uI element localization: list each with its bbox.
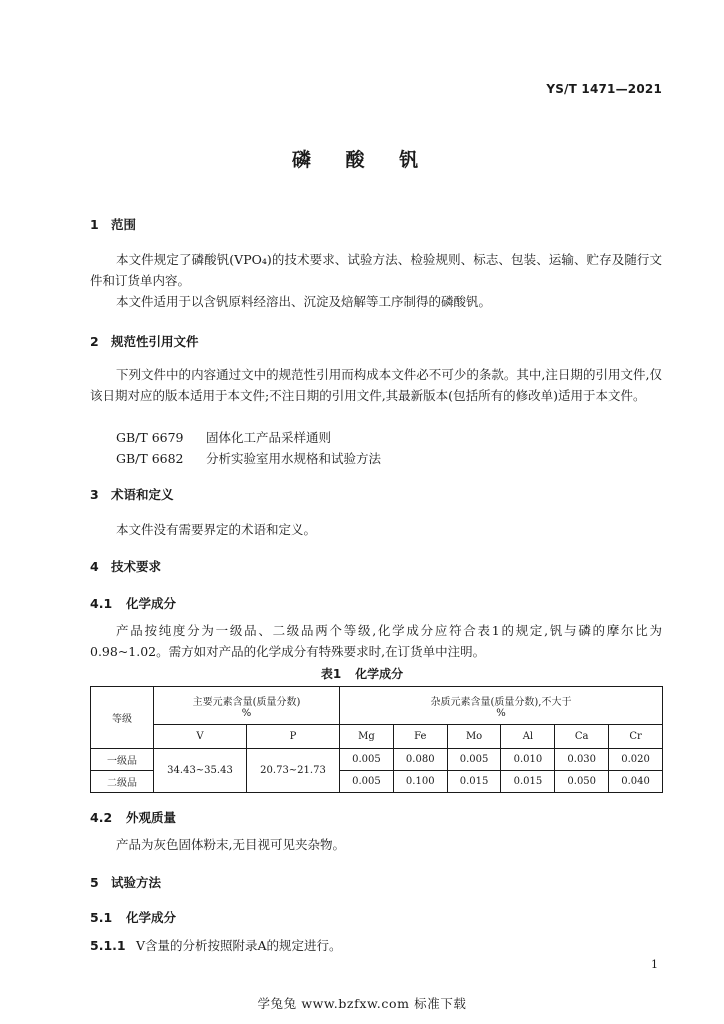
column-header-al: Al [501, 725, 555, 749]
section-title: 化学成分 [126, 910, 177, 925]
main-elements-label: 主要元素含量(质量分数) [192, 696, 301, 708]
section-number: 5.1.1 [90, 938, 126, 953]
impurity-elements-label: 杂质元素含量(质量分数),不大于 [430, 696, 572, 708]
section-4-heading [90, 557, 161, 575]
reference-item [116, 448, 381, 469]
p-range-cell: 20.73~21.73 [247, 749, 340, 793]
column-header-mg: Mg [340, 725, 394, 749]
cr-cell: 0.040 [609, 771, 663, 793]
clause-text: V含量的分析按照附录A的规定进行。 [136, 938, 342, 953]
table-caption-title: 化学成分 [355, 667, 404, 681]
section-2-heading [90, 332, 199, 350]
column-header-p: P [247, 725, 340, 749]
mg-cell: 0.005 [340, 749, 394, 771]
section-3-heading [90, 485, 174, 503]
section-number: 4.1 [90, 596, 113, 611]
chemical-composition-paragraph: 产品按纯度分为一级品、二级品两个等级,化学成分应符合表1的规定,钒与磷的摩尔比为0.98~1.02。需方如对产品的化学成分有特殊要求时,在订货单中注明。 [90, 623, 662, 659]
chemical-composition-table [90, 686, 663, 793]
mo-cell: 0.015 [447, 771, 501, 793]
table-caption-number: 表1 [320, 667, 342, 681]
footer-watermark: 学兔兔 www.bzfxw.com 标准下载 [257, 996, 467, 1011]
column-header-v: V [154, 725, 247, 749]
scope-paragraph-2: 本文件适用于以含钒原料经溶出、沉淀及焙解等工序制得的磷酸钒。 [116, 294, 492, 309]
fe-cell: 0.100 [393, 771, 447, 793]
section-title: 试验方法 [111, 875, 162, 890]
section-title: 范围 [111, 217, 137, 232]
grade-cell: 二级品 [91, 771, 154, 793]
reference-title: 固体化工产品采样通则 [206, 430, 332, 445]
section-title: 术语和定义 [111, 487, 174, 502]
standard-number: YS/T 1471—2021 [546, 82, 662, 96]
section-4-2-heading [90, 808, 176, 826]
terms-paragraph: 本文件没有需要界定的术语和定义。 [116, 522, 317, 537]
section-4-1-heading [90, 594, 176, 612]
ca-cell: 0.050 [555, 771, 609, 793]
column-header-mo: Mo [447, 725, 501, 749]
section-title: 规范性引用文件 [111, 334, 199, 349]
table-row [91, 749, 663, 771]
page-number: 1 [651, 958, 658, 971]
mg-cell: 0.005 [340, 771, 394, 793]
ca-cell: 0.030 [555, 749, 609, 771]
v-range-cell: 34.43~35.43 [154, 749, 247, 793]
reference-code: GB/T 6682 [116, 451, 184, 466]
reference-item [116, 427, 331, 448]
scope-paragraph-1: 本文件规定了磷酸钒(VPO₄)的技术要求、试验方法、检验规则、标志、包装、运输、贮存及随行文件和订货单内容。 [90, 252, 662, 288]
document-title: 磷 酸 钒 [291, 149, 433, 171]
unit-label: % [241, 707, 252, 719]
appearance-paragraph: 产品为灰色固体粉末,无目视可见夹杂物。 [116, 837, 345, 852]
al-cell: 0.015 [501, 771, 555, 793]
section-number: 2 [90, 334, 99, 349]
section-5-1-heading [90, 908, 176, 926]
section-5-1-1 [90, 936, 342, 954]
mo-cell: 0.005 [447, 749, 501, 771]
column-header-fe: Fe [393, 725, 447, 749]
column-header-ca: Ca [555, 725, 609, 749]
section-title: 技术要求 [111, 559, 162, 574]
table-caption [0, 665, 724, 682]
normative-references-paragraph: 下列文件中的内容通过文中的规范性引用而构成本文件必不可少的条款。其中,注日期的引用文件,仅该日期对应的版本适用于本文件;不注日期的引用文件,其最新版本(包括所有的修改单)适用于本文件。 [90, 367, 662, 403]
al-cell: 0.010 [501, 749, 555, 771]
section-1-heading [90, 215, 136, 233]
grade-header: 等级 [91, 687, 154, 749]
section-number: 3 [90, 487, 99, 502]
impurity-elements-header [340, 687, 663, 725]
section-title: 化学成分 [126, 596, 177, 611]
section-number: 4 [90, 559, 99, 574]
reference-title: 分析实验室用水规格和试验方法 [206, 451, 382, 466]
unit-label: % [496, 707, 506, 719]
section-number: 5.1 [90, 910, 113, 925]
section-title: 外观质量 [126, 810, 177, 825]
section-number: 5 [90, 875, 99, 890]
reference-code: GB/T 6679 [116, 430, 184, 445]
column-header-cr: Cr [609, 725, 663, 749]
section-number: 1 [90, 217, 99, 232]
section-number: 4.2 [90, 810, 113, 825]
main-elements-header [154, 687, 340, 725]
grade-cell: 一级品 [91, 749, 154, 771]
fe-cell: 0.080 [393, 749, 447, 771]
section-5-heading [90, 873, 161, 891]
cr-cell: 0.020 [609, 749, 663, 771]
